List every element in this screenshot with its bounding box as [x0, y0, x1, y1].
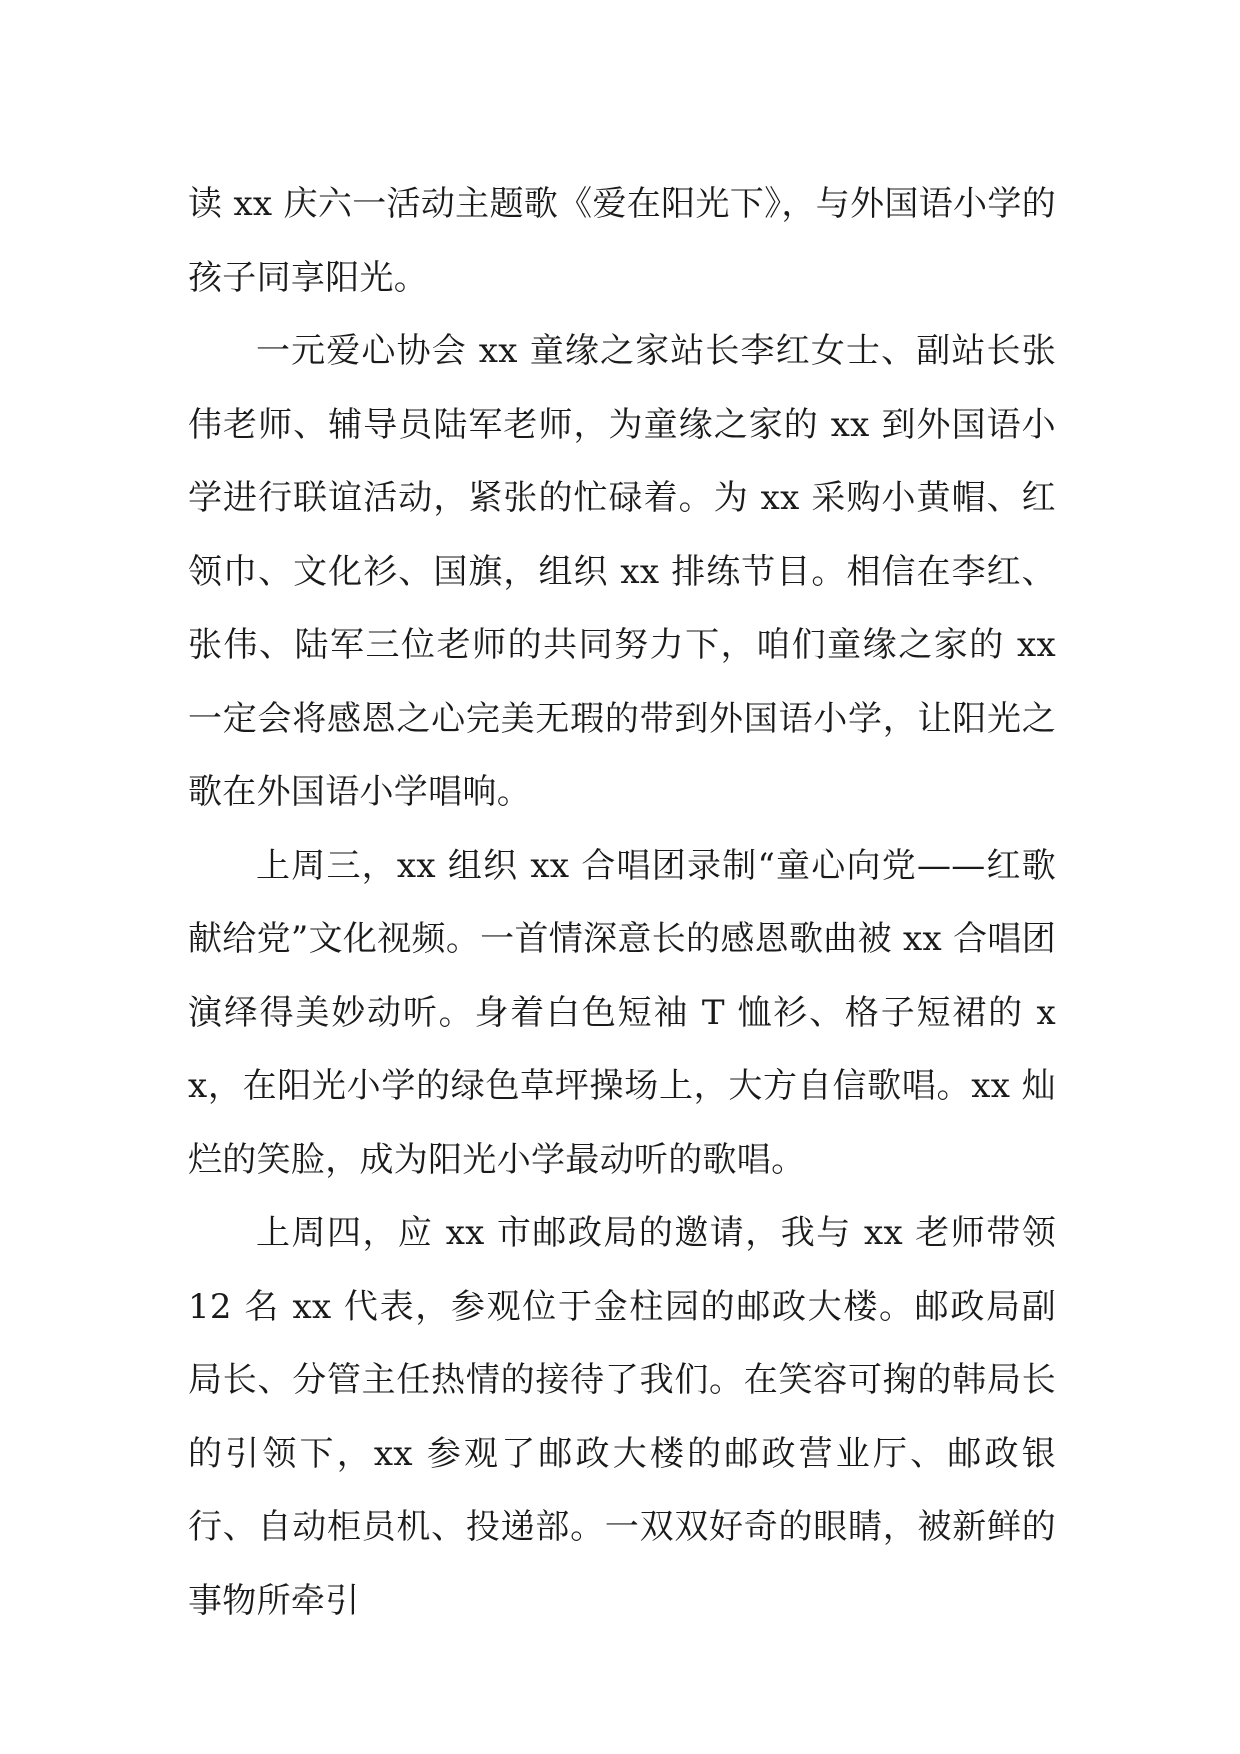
paragraph-1: 读 xx 庆六一活动主题歌《爱在阳光下》，与外国语小学的孩子同享阳光。: [188, 184, 1056, 298]
paragraph-4: 上周四，应 xx 市邮政局的邀请，我与 xx 老师带领 12 名 xx 代表，参观位于金柱园的邮政大楼。邮政局副局长、分管主任热情的接待了我们。在笑容可掬的韩局长的引领下，xx 参观了邮政大楼的邮政营业厅、邮政银行、自动柜员机、投递部。一双双好奇的眼睛，被新鲜的事物所牵引: [188, 1213, 1056, 1621]
document-body: [188, 168, 1056, 1638]
paragraph-3: 上周三，xx 组织 xx 合唱团录制“童心向党——红歌献给党”文化视频。一首情深意长的感恩歌曲被 xx 合唱团演绎得美妙动听。身着白色短袖 T 恤衫、格子短裙的 xx，在阳光小学的绿色草坪操场上，大方自信歌唱。xx 灿烂的笑脸，成为阳光小学最动听的歌唱。: [188, 845, 1056, 1180]
paragraph-2: 一元爱心协会 xx 童缘之家站长李红女士、副站长张伟老师、辅导员陆军老师，为童缘之家的 xx 到外国语小学进行联谊活动，紧张的忙碌着。为 xx 采购小黄帽、红领巾、文化衫、国旗，组织 xx 排练节目。相信在李红、张伟、陆军三位老师的共同努力下，咱们童缘之家的 xx 一定会将感恩之心完美无瑕的带到外国语小学，让阳光之歌在外国语小学唱响。: [188, 331, 1056, 812]
